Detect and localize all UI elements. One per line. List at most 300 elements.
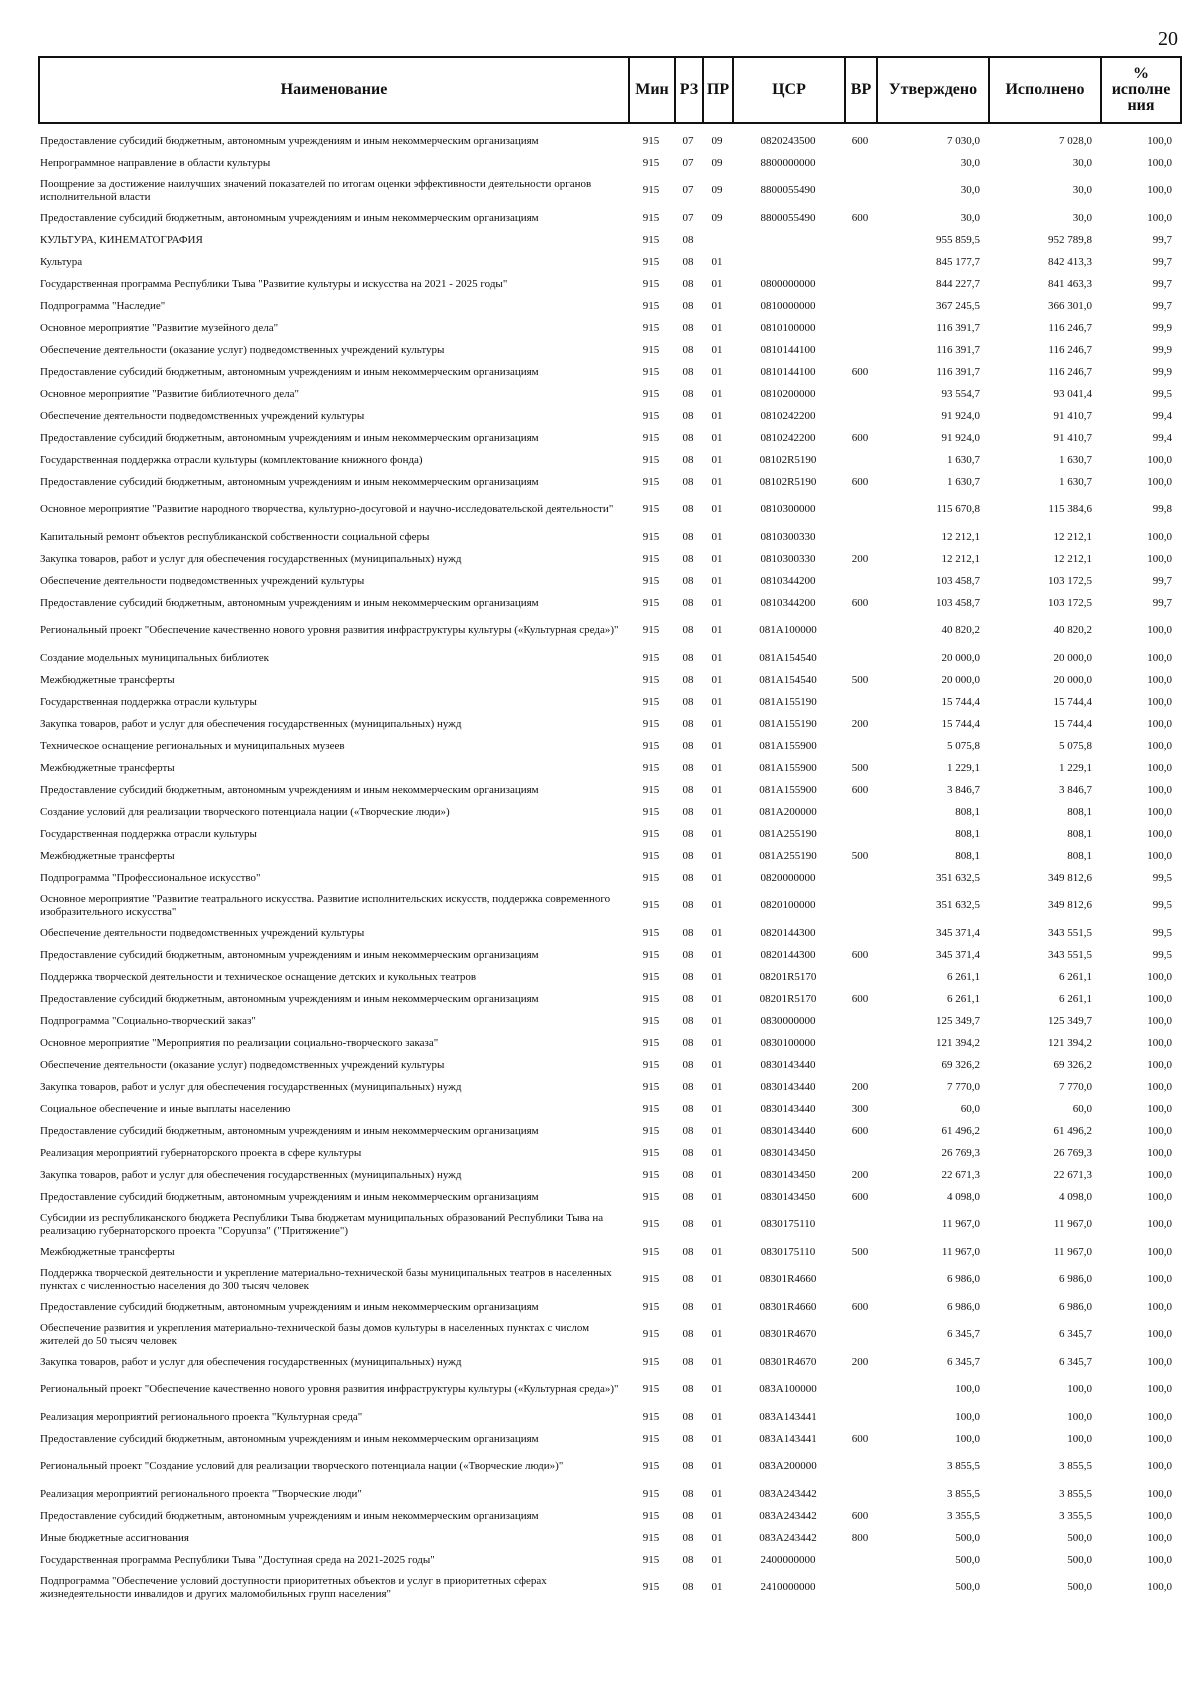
row-min: 915 <box>642 299 660 312</box>
row-min: 915 <box>642 343 660 356</box>
row-min: 915 <box>642 1383 660 1395</box>
row-rz: 08 <box>682 651 694 664</box>
row-vr <box>844 1318 876 1351</box>
row-csr: 0810144100 <box>760 343 816 356</box>
row-percent: 100,0 <box>1147 1509 1172 1522</box>
row-pr: 01 <box>711 783 723 796</box>
row-name: Культура <box>40 255 83 268</box>
row-percent: 99,9 <box>1152 365 1172 378</box>
row-rz: 08 <box>682 739 694 752</box>
row-executed: 343 551,5 <box>1048 948 1092 961</box>
row-percent: 100,0 <box>1147 1355 1172 1368</box>
row-percent: 100,0 <box>1147 1124 1172 1137</box>
row-vr: 500 <box>851 1245 869 1258</box>
row-approved: 345 371,4 <box>936 948 980 961</box>
row-vr <box>844 1054 876 1076</box>
row-min: 915 <box>642 321 660 334</box>
row-min: 915 <box>642 233 660 246</box>
row-min: 915 <box>642 739 660 752</box>
row-vr <box>844 405 876 427</box>
table-row <box>38 669 1180 691</box>
row-min: 915 <box>642 673 660 686</box>
row-pr: 01 <box>711 739 723 752</box>
row-name: Предоставление субсидий бюджетным, автономным учреждениям и иным некоммерческим организациям <box>40 948 539 961</box>
row-name: Закупка товаров, работ и услуг для обеспечения государственных (муниципальных) нужд <box>40 1080 462 1093</box>
row-approved: 6 986,0 <box>947 1273 980 1285</box>
row-approved: 60,0 <box>960 1102 980 1115</box>
row-approved: 40 820,2 <box>941 624 980 636</box>
row-vr: 500 <box>851 849 869 862</box>
table-row <box>38 361 1180 383</box>
row-vr <box>844 867 876 889</box>
table-row <box>38 1406 1180 1428</box>
row-executed: 30,0 <box>1072 156 1092 169</box>
row-executed: 20 000,0 <box>1053 651 1092 664</box>
row-csr: 0820243500 <box>760 134 816 147</box>
row-name: Основное мероприятие "Мероприятия по реализации социально-творческого заказа" <box>40 1036 439 1049</box>
row-approved: 3 855,5 <box>947 1460 980 1472</box>
row-vr <box>844 1571 876 1604</box>
row-csr: 0810144100 <box>760 365 816 378</box>
row-name: Межбюджетные трансферты <box>40 1245 175 1258</box>
row-vr: 600 <box>851 475 869 488</box>
row-vr: 200 <box>851 1168 869 1181</box>
row-min: 915 <box>642 970 660 983</box>
row-rz: 08 <box>682 1300 694 1313</box>
row-executed: 22 671,3 <box>1053 1168 1092 1181</box>
row-name: Реализация мероприятий губернаторского проекта в сфере культуры <box>40 1146 362 1159</box>
row-csr: 0830143440 <box>760 1124 816 1137</box>
row-csr: 081A155900 <box>759 739 817 752</box>
row-approved: 100,0 <box>955 1410 980 1423</box>
row-vr <box>844 691 876 713</box>
row-vr <box>844 273 876 295</box>
row-csr: 083A143441 <box>759 1432 817 1445</box>
row-approved: 15 744,4 <box>941 717 980 730</box>
row-rz: 08 <box>682 1581 694 1593</box>
table-row <box>38 152 1180 174</box>
row-percent: 100,0 <box>1147 1273 1172 1285</box>
row-approved: 500,0 <box>955 1531 980 1544</box>
row-pr: 01 <box>711 871 723 884</box>
row-percent: 99,5 <box>1152 948 1172 961</box>
row-approved: 121 394,2 <box>936 1036 980 1049</box>
row-rz: 08 <box>682 849 694 862</box>
header-approved: Утверждено <box>877 57 989 123</box>
row-pr: 01 <box>711 365 723 378</box>
table-row <box>38 570 1180 592</box>
row-percent: 100,0 <box>1147 717 1172 730</box>
row-approved: 1 630,7 <box>947 453 980 466</box>
row-min: 915 <box>642 1102 660 1115</box>
row-percent: 100,0 <box>1147 1102 1172 1115</box>
row-percent: 100,0 <box>1147 1218 1172 1230</box>
row-csr: 0830000000 <box>760 1014 816 1027</box>
row-percent: 99,5 <box>1152 926 1172 939</box>
row-name: Иные бюджетные ассигнования <box>40 1531 189 1544</box>
row-rz: 08 <box>682 1460 694 1472</box>
row-rz: 08 <box>682 1531 694 1544</box>
row-approved: 7 030,0 <box>947 134 980 147</box>
row-rz: 08 <box>682 1218 694 1230</box>
row-csr: 081A100000 <box>759 624 817 636</box>
row-pr: 01 <box>711 1553 723 1566</box>
row-pr: 01 <box>711 503 723 515</box>
row-name: Государственная поддержка отрасли культуры <box>40 827 257 840</box>
row-executed: 349 812,6 <box>1048 899 1092 911</box>
row-csr: 083A243442 <box>759 1487 817 1500</box>
row-rz: 08 <box>682 948 694 961</box>
row-csr: 0820000000 <box>760 871 816 884</box>
row-approved: 351 632,5 <box>936 871 980 884</box>
row-executed: 952 789,8 <box>1048 233 1092 246</box>
row-executed: 366 301,0 <box>1048 299 1092 312</box>
table-row <box>38 801 1180 823</box>
row-vr: 600 <box>851 1190 869 1203</box>
row-rz: 08 <box>682 992 694 1005</box>
row-csr: 081A255190 <box>759 849 817 862</box>
row-vr <box>844 1263 876 1296</box>
row-rz: 08 <box>682 1432 694 1445</box>
row-name: Обеспечение деятельности (оказание услуг) подведомственных учреждений культуры <box>40 343 445 356</box>
row-approved: 22 671,3 <box>941 1168 980 1181</box>
row-approved: 351 632,5 <box>936 899 980 911</box>
row-csr: 0830143440 <box>760 1058 816 1071</box>
table-row <box>38 1296 1180 1318</box>
row-executed: 125 349,7 <box>1048 1014 1092 1027</box>
row-vr: 200 <box>851 1080 869 1093</box>
table-row <box>38 295 1180 317</box>
row-pr: 01 <box>711 255 723 268</box>
row-approved: 103 458,7 <box>936 574 980 587</box>
row-executed: 500,0 <box>1067 1531 1092 1544</box>
row-percent: 100,0 <box>1147 1328 1172 1340</box>
row-csr: 0810300330 <box>760 552 816 565</box>
row-name: Обеспечение деятельности (оказание услуг) подведомственных учреждений культуры <box>40 1058 445 1071</box>
row-min: 915 <box>642 624 660 636</box>
row-rz: 08 <box>682 343 694 356</box>
row-percent: 100,0 <box>1147 739 1172 752</box>
row-csr: 081A255190 <box>759 827 817 840</box>
row-rz: 08 <box>682 1080 694 1093</box>
row-percent: 100,0 <box>1147 761 1172 774</box>
row-rz: 08 <box>682 475 694 488</box>
row-approved: 69 326,2 <box>941 1058 980 1071</box>
row-name: Предоставление субсидий бюджетным, автономным учреждениям и иным некоммерческим организациям <box>40 431 539 444</box>
row-name: Государственная программа Республики Тыва "Развитие культуры и искусства на 2021 - 2025 годы" <box>40 277 508 290</box>
row-approved: 116 391,7 <box>936 321 980 334</box>
row-min: 915 <box>642 574 660 587</box>
row-pr <box>702 229 732 251</box>
row-percent: 100,0 <box>1147 1036 1172 1049</box>
row-approved: 20 000,0 <box>941 651 980 664</box>
row-approved: 845 177,7 <box>936 255 980 268</box>
row-min: 915 <box>642 1581 660 1593</box>
row-name: Техническое оснащение региональных и муниципальных музеев <box>40 739 345 752</box>
table-row <box>38 1428 1180 1450</box>
row-percent: 100,0 <box>1147 184 1172 196</box>
row-pr: 09 <box>711 156 723 169</box>
row-csr: 0830143450 <box>760 1146 816 1159</box>
row-rz: 08 <box>682 926 694 939</box>
row-pr: 01 <box>711 1080 723 1093</box>
row-name: Государственная программа Республики Тыва "Доступная среда на 2021-2025 годы" <box>40 1553 435 1566</box>
row-pr: 01 <box>711 552 723 565</box>
row-name: Создание условий для реализации творческого потенциала нации («Творческие люди») <box>40 805 450 818</box>
row-pr: 01 <box>711 899 723 911</box>
row-executed: 808,1 <box>1067 805 1092 818</box>
row-approved: 3 355,5 <box>947 1509 980 1522</box>
row-min: 915 <box>642 1218 660 1230</box>
row-executed: 3 855,5 <box>1059 1487 1092 1500</box>
row-vr <box>844 966 876 988</box>
row-vr <box>844 383 876 405</box>
row-pr: 01 <box>711 805 723 818</box>
row-name: Основное мероприятие "Развитие библиотечного дела" <box>40 387 300 400</box>
row-pr: 01 <box>711 453 723 466</box>
table-row <box>38 647 1180 669</box>
row-rz: 08 <box>682 783 694 796</box>
row-name: Предоставление субсидий бюджетным, автономным учреждениям и иным некоммерческим организациям <box>40 1124 539 1137</box>
row-percent: 100,0 <box>1147 1245 1172 1258</box>
row-csr: 0810300000 <box>760 503 816 515</box>
row-min: 915 <box>642 1273 660 1285</box>
row-rz: 08 <box>682 805 694 818</box>
header-rz: РЗ <box>675 57 703 123</box>
row-csr: 0810242200 <box>760 431 816 444</box>
row-min: 915 <box>642 1036 660 1049</box>
row-approved: 808,1 <box>955 827 980 840</box>
row-executed: 6 345,7 <box>1059 1355 1092 1368</box>
row-approved: 5 075,8 <box>947 739 980 752</box>
table-row <box>38 988 1180 1010</box>
table-row <box>38 251 1180 273</box>
row-approved: 1 630,7 <box>947 475 980 488</box>
row-executed: 6 986,0 <box>1059 1273 1092 1285</box>
row-vr: 600 <box>851 992 869 1005</box>
row-executed: 5 075,8 <box>1059 739 1092 752</box>
row-name: Основное мероприятие "Развитие театрального искусства. Развитие исполнительских искусств, поддержка современного изобразительного искусства" <box>40 892 611 918</box>
row-percent: 99,4 <box>1152 409 1172 422</box>
row-rz: 08 <box>682 387 694 400</box>
table-row <box>38 207 1180 229</box>
row-vr <box>844 1010 876 1032</box>
row-approved: 808,1 <box>955 849 980 862</box>
row-approved: 6 345,7 <box>947 1355 980 1368</box>
row-rz: 08 <box>682 1102 694 1115</box>
row-executed: 11 967,0 <box>1053 1218 1092 1230</box>
row-approved: 30,0 <box>960 184 980 196</box>
row-executed: 91 410,7 <box>1053 431 1092 444</box>
row-name: Предоставление субсидий бюджетным, автономным учреждениям и иным некоммерческим организациям <box>40 211 539 224</box>
row-percent: 100,0 <box>1147 695 1172 708</box>
row-name: Закупка товаров, работ и услуг для обеспечения государственных (муниципальных) нужд <box>40 1355 462 1368</box>
row-name: Подпрограмма "Обеспечение условий доступности приоритетных объектов и услуг в приоритетных сферах жизнедеятельности инвалидов и других маломобильных групп населения" <box>40 1574 547 1600</box>
row-csr: 0830175110 <box>760 1245 816 1258</box>
row-approved: 30,0 <box>960 211 980 224</box>
row-min: 915 <box>642 184 660 196</box>
row-vr: 600 <box>851 1124 869 1137</box>
row-executed: 1 630,7 <box>1059 453 1092 466</box>
row-rz: 08 <box>682 1058 694 1071</box>
row-min: 915 <box>642 503 660 515</box>
row-percent: 100,0 <box>1147 1168 1172 1181</box>
row-approved: 91 924,0 <box>941 409 980 422</box>
row-approved: 7 770,0 <box>947 1080 980 1093</box>
row-csr: 0810000000 <box>760 299 816 312</box>
row-percent: 100,0 <box>1147 827 1172 840</box>
header-name: Наименование <box>39 57 629 123</box>
row-csr: 0810344200 <box>760 596 816 609</box>
row-csr: 08201R5170 <box>759 970 817 983</box>
row-rz: 08 <box>682 717 694 730</box>
row-pr: 01 <box>711 651 723 664</box>
row-csr: 08301R4670 <box>759 1328 817 1340</box>
row-vr: 500 <box>851 761 869 774</box>
row-csr: 081A200000 <box>759 805 817 818</box>
row-executed: 11 967,0 <box>1053 1245 1092 1258</box>
row-pr: 01 <box>711 387 723 400</box>
table-row <box>38 592 1180 614</box>
table-row <box>38 1571 1180 1604</box>
row-rz: 08 <box>682 899 694 911</box>
row-executed: 91 410,7 <box>1053 409 1092 422</box>
row-rz: 08 <box>682 695 694 708</box>
row-min: 915 <box>642 387 660 400</box>
row-vr <box>844 317 876 339</box>
row-csr: 083A143441 <box>759 1410 817 1423</box>
row-percent: 99,5 <box>1152 899 1172 911</box>
row-executed: 93 041,4 <box>1053 387 1092 400</box>
row-vr <box>844 1549 876 1571</box>
row-pr: 01 <box>711 1581 723 1593</box>
row-min: 915 <box>642 926 660 939</box>
table-row <box>38 449 1180 471</box>
row-min: 915 <box>642 1124 660 1137</box>
row-percent: 100,0 <box>1147 970 1172 983</box>
row-name: Основное мероприятие "Развитие музейного дела" <box>40 321 279 334</box>
row-name: Предоставление субсидий бюджетным, автономным учреждениям и иным некоммерческим организациям <box>40 783 539 796</box>
row-approved: 11 967,0 <box>941 1218 980 1230</box>
row-vr <box>844 493 876 526</box>
table-row <box>38 1010 1180 1032</box>
row-executed: 500,0 <box>1067 1553 1092 1566</box>
row-percent: 100,0 <box>1147 1080 1172 1093</box>
row-csr: 081A154540 <box>759 673 817 686</box>
row-rz: 08 <box>682 871 694 884</box>
row-executed: 15 744,4 <box>1053 695 1092 708</box>
row-rz: 08 <box>682 530 694 543</box>
row-rz: 08 <box>682 1168 694 1181</box>
row-csr: 0820100000 <box>760 899 816 911</box>
table-row <box>38 867 1180 889</box>
row-min: 915 <box>642 948 660 961</box>
row-percent: 100,0 <box>1147 1146 1172 1159</box>
table-body <box>38 130 1180 1604</box>
row-percent: 100,0 <box>1147 475 1172 488</box>
row-pr: 01 <box>711 475 723 488</box>
table-row <box>38 1186 1180 1208</box>
row-percent: 100,0 <box>1147 1014 1172 1027</box>
table-row <box>38 1263 1180 1296</box>
row-approved: 15 744,4 <box>941 695 980 708</box>
row-min: 915 <box>642 134 660 147</box>
row-csr: 081A155900 <box>759 783 817 796</box>
row-pr: 01 <box>711 926 723 939</box>
row-csr: 0810300330 <box>760 530 816 543</box>
row-rz: 08 <box>682 970 694 983</box>
row-rz: 08 <box>682 1328 694 1340</box>
row-approved: 6 261,1 <box>947 970 980 983</box>
row-rz: 07 <box>682 134 694 147</box>
row-approved: 6 261,1 <box>947 992 980 1005</box>
row-name: Обеспечение деятельности подведомственных учреждений культуры <box>40 926 365 939</box>
row-pr: 09 <box>711 211 723 224</box>
row-name: Предоставление субсидий бюджетным, автономным учреждениям и иным некоммерческим организациям <box>40 1432 539 1445</box>
row-name: Капитальный ремонт объектов республиканской собственности социальной сферы <box>40 530 430 543</box>
row-min: 915 <box>642 1080 660 1093</box>
row-name: Создание модельных муниципальных библиотек <box>40 651 270 664</box>
row-rz: 08 <box>682 1245 694 1258</box>
row-approved: 3 846,7 <box>947 783 980 796</box>
row-rz: 08 <box>682 1036 694 1049</box>
row-name: Региональный проект "Создание условий для реализации творческого потенциала нации («Творческие люди»)" <box>40 1460 564 1472</box>
row-pr: 01 <box>711 1146 723 1159</box>
row-min: 915 <box>642 1509 660 1522</box>
row-percent: 100,0 <box>1147 134 1172 147</box>
row-executed: 3 855,5 <box>1059 1460 1092 1472</box>
row-csr: 0830143440 <box>760 1080 816 1093</box>
row-pr: 01 <box>711 596 723 609</box>
row-approved: 61 496,2 <box>941 1124 980 1137</box>
table-row <box>38 735 1180 757</box>
row-percent: 100,0 <box>1147 211 1172 224</box>
row-name: Подпрограмма "Наследие" <box>40 299 166 312</box>
row-vr: 800 <box>851 1531 869 1544</box>
row-csr <box>732 229 844 251</box>
row-percent: 100,0 <box>1147 805 1172 818</box>
row-name: Предоставление субсидий бюджетным, автономным учреждениям и иным некоммерческим организациям <box>40 596 539 609</box>
row-min: 915 <box>642 365 660 378</box>
row-executed: 6 261,1 <box>1059 992 1092 1005</box>
row-min: 915 <box>642 211 660 224</box>
table-row <box>38 229 1180 251</box>
table-row <box>38 966 1180 988</box>
row-rz: 08 <box>682 365 694 378</box>
row-executed: 26 769,3 <box>1053 1146 1092 1159</box>
row-rz: 08 <box>682 1124 694 1137</box>
row-name: Реализация мероприятий регионального проекта "Культурная среда" <box>40 1410 363 1423</box>
table-row <box>38 1318 1180 1351</box>
row-approved: 26 769,3 <box>941 1146 980 1159</box>
row-vr <box>844 570 876 592</box>
table-row <box>38 691 1180 713</box>
table-row <box>38 1483 1180 1505</box>
row-vr <box>844 339 876 361</box>
row-min: 915 <box>642 1190 660 1203</box>
row-vr: 500 <box>851 673 869 686</box>
row-rz: 08 <box>682 409 694 422</box>
row-min: 915 <box>642 871 660 884</box>
row-vr: 600 <box>851 783 869 796</box>
table-row <box>38 1351 1180 1373</box>
row-min: 915 <box>642 827 660 840</box>
row-approved: 103 458,7 <box>936 596 980 609</box>
row-vr <box>844 647 876 669</box>
row-min: 915 <box>642 1014 660 1027</box>
row-executed: 6 345,7 <box>1059 1328 1092 1340</box>
row-percent: 100,0 <box>1147 1300 1172 1313</box>
